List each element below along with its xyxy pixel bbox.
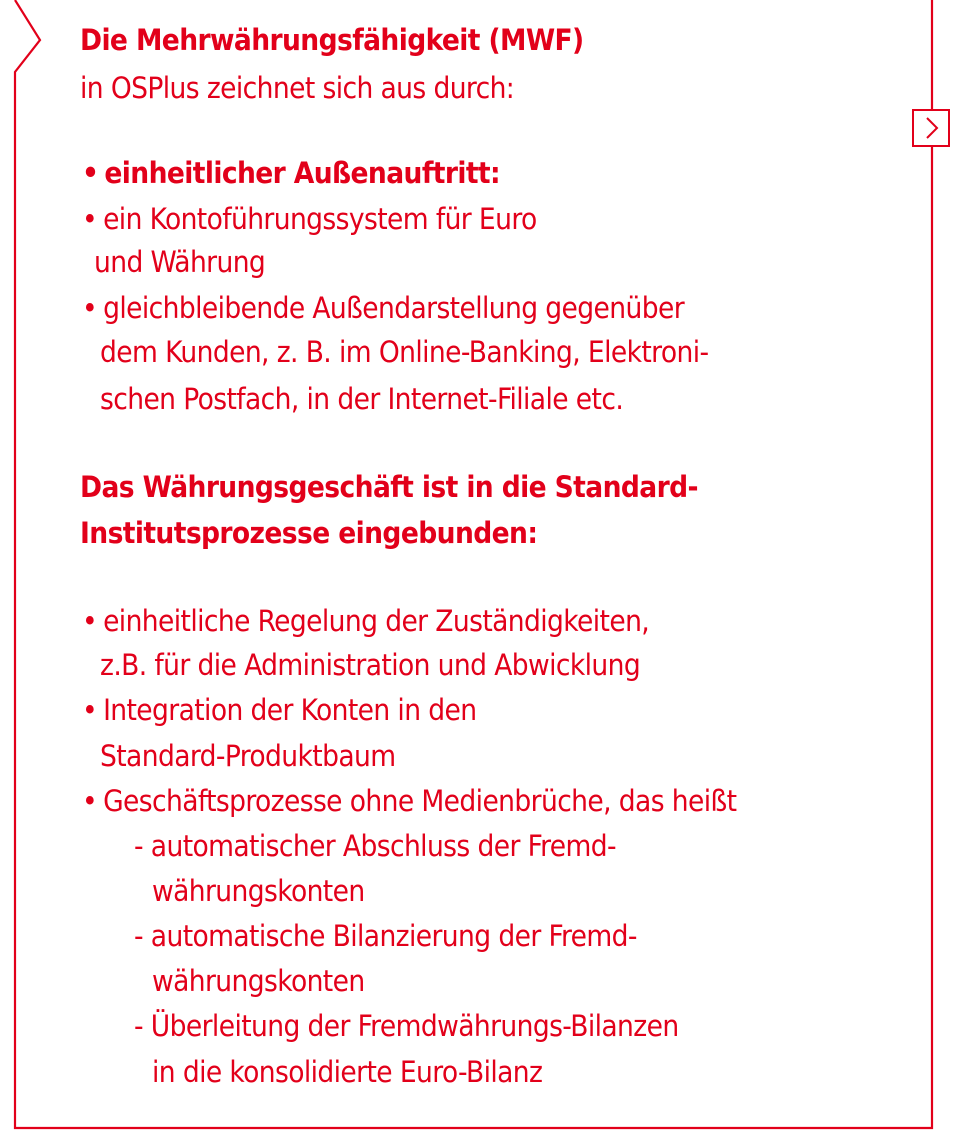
list-item-responsibilities-line1: • einheitliche Regelung der Zuständigkeiten, [82,603,649,639]
list-item-business-processes: • Geschäftsprozesse ohne Medienbrüche, das heißt [82,783,736,819]
list-item-responsibilities-line2: z.B. für die Administration und Abwicklung [100,648,641,682]
list-item-consistent-presentation-line2: dem Kunden, z. B. im Online-Banking, Elektroni- [100,335,709,369]
subitem-closing-line1: - automatischer Abschluss der Fremd- [134,829,616,863]
chevron-right-icon [914,111,948,145]
list-item-integration-line1: • Integration der Konten in den [82,692,476,728]
subitem-balancing-line2: währungskonten [152,964,365,998]
section2-heading-line1: Das Währungsgeschäft ist in die Standard- [80,470,698,504]
section1-heading: Die Mehrwährungsfähigkeit (MWF) [80,23,584,57]
list-item-unified-appearance: • einheitlicher Außenauftritt: [82,155,500,191]
list-item-account-system-line2: und Währung [94,245,266,279]
subitem-transfer-line2: in die konsolidierte Euro-Bilanz [152,1055,543,1089]
next-page-button[interactable] [912,109,950,147]
subitem-balancing-line1: - automatische Bilanzierung der Fremd- [134,919,637,953]
list-item-account-system-line1: • ein Kontoführungssystem für Euro [82,201,537,237]
section2-heading-line2: Institutsprozesse eingebunden: [80,516,538,550]
subitem-transfer-line1: - Überleitung der Fremdwährungs-Bilanzen [134,1009,679,1043]
section1-subheading: in OSPlus zeichnet sich aus durch: [80,71,515,105]
list-item-consistent-presentation-line1: • gleichbleibende Außendarstellung gegenüber [82,290,684,326]
list-item-integration-line2: Standard-Produktbaum [100,739,396,773]
subitem-closing-line2: währungskonten [152,874,365,908]
list-item-consistent-presentation-line3: schen Postfach, in der Internet-Filiale etc. [100,382,624,416]
